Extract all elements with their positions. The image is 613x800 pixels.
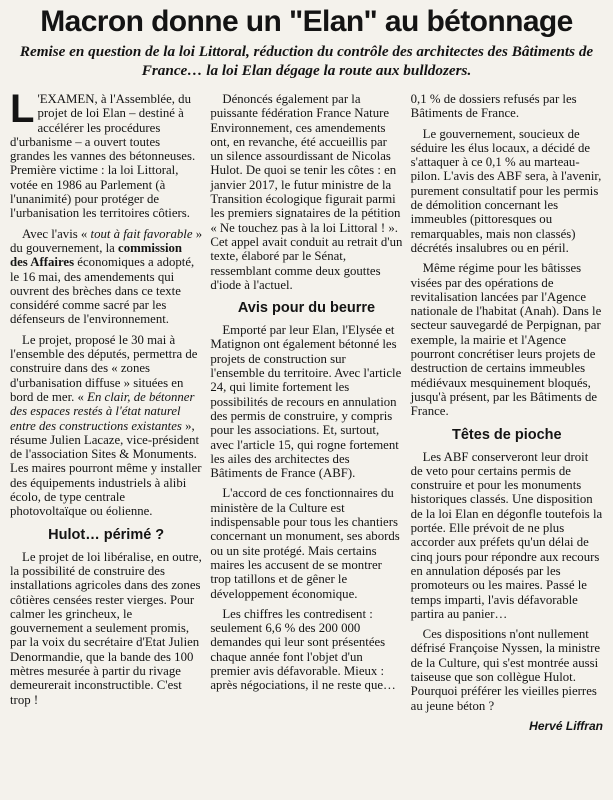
paragraph: Le projet de loi libéralise, en outre, la possibilité de construire des installations agricoles dans des zones côtières censées rester vierges. Pour calmer les grincheux, le gouvernement a seulement promis, par la voix du secrétaire d'Etat Julien Denormandie, que la bande des 100 mètres mesurée à partir du rivage demeurerait inconstructible. C'est trop ! — [10, 549, 202, 707]
column-2 — [210, 92, 402, 739]
paragraph-text: 'EXAMEN, à l'Assemblée, du projet de loi Elan – destiné à accélérer les procédures d'urbanisme – a ouvert toutes grandes les vannes des bétonneuses. Première victime : la loi Littoral, votée en 1986 au Parlement (à l'unanimité) pour protéger de l'urbanisation les territoires côtiers. — [10, 92, 196, 221]
paragraph: Les ABF conserveront leur droit de veto pour certains permis de construire et pour les monuments historiques classés. Une disposition de la loi Elan en dégonfle toutefois la portée. Elle prévoit de ne plus accorder aux préfets qu'un délai de cinq jours pour répondre aux recours en annulation déposés par les promoteurs ou les maires. Passé le temps imparti, l'avis défavorable partira au panier… — [410, 449, 603, 621]
paragraph-text: Avec l'avis « — [22, 226, 91, 241]
paragraph: Dénoncés également par la puissante fédération France Nature Environnement, ces amendements ont, en revanche, été accueillis par un silence assourdissant de Nicolas Hulot. De quoi se tenir les côtes : en janvier 2017, le futur ministre de la Transition écologique figurait parmi les premiers signataires de la pétition « Ne touchez pas à la loi Littoral ! ». Cet appel avait conduit au retrait d'un texte, élaboré par le Sénat, ressemblant comme deux gouttes d'iode à l'actuel. — [210, 92, 403, 292]
paragraph-text: Le projet, proposé le 30 mai à l'ensemble des députés, permettra de construire dans des « zones d'urbanisation diffuse » situées en bord de mer. « — [10, 332, 198, 404]
paragraph: Même régime pour les bâtisses visées par des opérations de revitalisation lancées par l'Agence nationale de l'habitat (Anah). Dans le secteur sauvegardé de Perpignan, par exemple, la mairie et l'Agence pourront concrétiser leurs projets de destruction de certains immeubles médiévaux mesquinement bloqués, jusqu'à présent, par les Bâtiments de France. — [410, 261, 602, 419]
italic-quote: tout à fait favorable — [90, 226, 193, 241]
paragraph — [10, 87, 202, 221]
paragraph: Le gouvernement, soucieux de séduire les élus locaux, a décidé de s'attaquer à ce 0,1 % au marteau-pilon. L'avis des ABF sera, à l'avenir, purement consultatif pour les permis de démolition concernant les immeubles (pittoresques ou remarquables, mais non classés) décrétés insalubres ou en péril. — [410, 126, 602, 255]
paragraph — [10, 333, 202, 519]
bold-text: commission des Affaires — [10, 240, 183, 270]
paragraph: Emporté par leur Elan, l'Elysée et Matignon ont également bétonné les projets de construction sur l'ensemble du territoire. Avec l'article 24, qui limite fortement les possibilités de recours en annulation des permis de construire, y compris pour les associations. Et, surtout, avec l'article 15, qui rogne fortement les ailes des architectes des Bâtiments de France (ABF). — [210, 323, 402, 481]
paragraph: 0,1 % de dossiers refusés par les Bâtiments de France. — [410, 92, 577, 121]
subheading: Hulot… périmé ? — [48, 526, 165, 543]
paragraph: Les chiffres les contredisent : seulement 6,6 % des 200 000 demandes qui leur sont présentées chaque année font l'objet d'un premier avis défavorable. Mieux : après négociations, il ne reste que… — [210, 606, 396, 693]
paragraph — [10, 227, 202, 327]
headline: Macron donne un "Elan" au bétonnage — [40, 5, 573, 38]
article-columns — [10, 87, 603, 739]
standfirst: Remise en question de la loi Littoral, réduction du contrôle des architectes des Bâtiments de France… la loi Elan dégage la route aux bulldozers. — [19, 43, 594, 79]
subheading: Avis pour du beurre — [237, 300, 376, 317]
paragraph-text: », résume Julien Lacaze, vice-président de l'association Sites & Monuments. Les maires pourront même y installer des équipements industriels à alibi écolo, de type centrale photovoltaïque ou éolienne. — [10, 418, 202, 519]
author-signature: Hervé Liffran — [529, 718, 603, 733]
paragraph-text: économiques a adopté, le 16 mai, des amendements qui ouvrent des brèches dans ce texte considéré comme sacré par les défenseurs de l'environnement. — [10, 255, 195, 327]
column-3 — [411, 92, 603, 739]
paragraph-text: » du gouvernement, la — [10, 226, 203, 255]
drop-cap: L — [10, 87, 35, 131]
subheading: Têtes de pioche — [452, 426, 562, 443]
italic-quote: En clair, de bétonner des espaces restés à l'état naturel entre des constructions existantes — [10, 389, 195, 433]
paragraph: Ces dispositions n'ont nullement défrisé Françoise Nyssen, la ministre de la Culture, qui s'est montrée aussi taiseuse que son collègue Hulot. Pourquoi préférer les vieilles pierres au jeune béton ? — [410, 627, 601, 713]
paragraph: L'accord de ces fonctionnaires du ministère de la Culture est indispensable pour tous les chantiers concernant un monument, ses abords ou un site protégé. Mais certains maires les accusent de se montrer trop tatillons et de gêner le développement économique. — [210, 486, 400, 601]
column-1 — [10, 87, 203, 739]
